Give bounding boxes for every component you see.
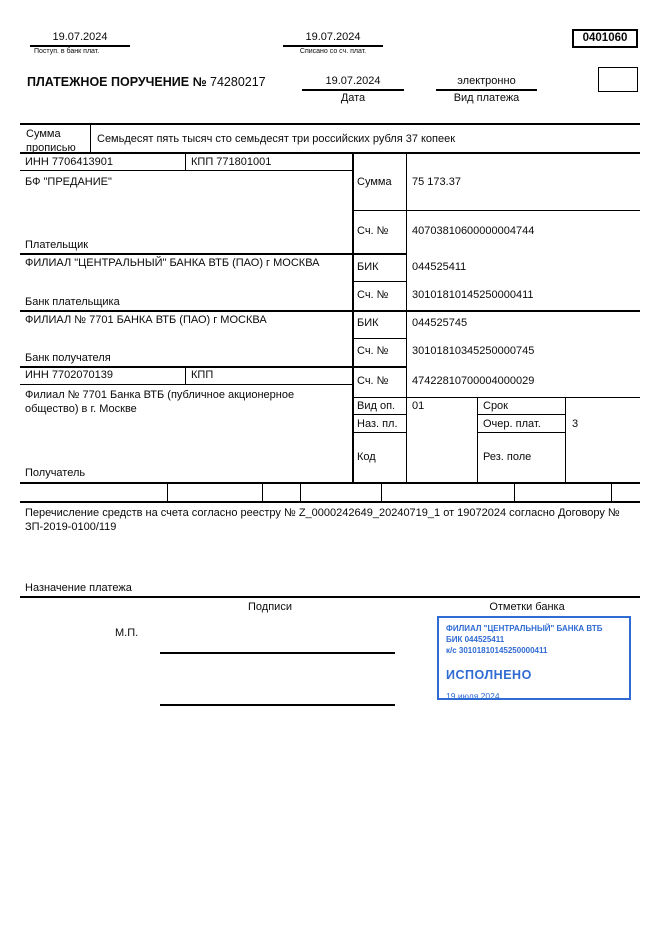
purpose-code-label: Наз. пл.: [357, 418, 398, 430]
received-date-label: Поступ. в банк плат.: [34, 48, 100, 55]
table-border: [90, 123, 91, 152]
strip-divider: [514, 483, 515, 501]
payee-account-value: 47422810700004000029: [412, 375, 535, 387]
payment-kind-label: Вид платежа: [453, 92, 520, 104]
page-title: ПЛАТЕЖНОЕ ПОРУЧЕНИЕ №: [27, 75, 207, 89]
purpose-text-line2: ЗП-2019-0100/119: [25, 521, 117, 533]
table-border: [185, 366, 186, 384]
doc-date-label: Дата: [340, 92, 366, 104]
payer-inn: ИНН 7706413901: [25, 156, 114, 168]
op-kind-value: 01: [412, 400, 425, 412]
payee-name: Филиал № 7701 Банка ВТБ (публичное акционерное общество) в г. Москве: [25, 389, 295, 415]
payee-bank-account-label: Сч. №: [357, 345, 389, 357]
stamp-bank-name: ФИЛИАЛ "ЦЕНТРАЛЬНЫЙ" БАНКА ВТБ: [446, 624, 603, 633]
debited-date-label: Списано со сч. плат.: [299, 48, 367, 55]
payer-bank-account-label: Сч. №: [357, 289, 389, 301]
table-border: [20, 384, 352, 385]
purpose-section-label: Назначение платежа: [25, 582, 132, 594]
table-border: [20, 366, 406, 368]
table-border: [352, 432, 406, 433]
payer-bank-section-label: Банк плательщика: [25, 296, 120, 308]
field-underline: [436, 89, 537, 91]
header-empty-box: [598, 67, 638, 92]
signature-line: [160, 704, 395, 706]
stamp-bik: БИК 044525411: [446, 635, 505, 644]
field-underline: [30, 45, 130, 47]
payer-bank-bik-value: 044525411: [412, 261, 467, 273]
stamp-date: 19 июля 2024: [446, 691, 500, 701]
table-border: [20, 482, 640, 484]
received-date-value: 19.07.2024: [52, 31, 108, 43]
payee-bank-account-value: 30101810345250000745: [412, 345, 535, 357]
amount-words-value: Семьдесят пять тысяч сто семьдесят три российских рубля 37 копеек: [97, 133, 456, 145]
table-border: [565, 397, 566, 482]
strip-divider: [381, 483, 382, 501]
payer-bank-bik-label: БИК: [357, 261, 379, 273]
table-border: [20, 123, 640, 125]
purpose-text: [25, 506, 640, 534]
payee-bank-bik-label: БИК: [357, 317, 379, 329]
payee-bank-name: ФИЛИАЛ № 7701 БАНКА ВТБ (ПАО) г МОСКВА: [25, 314, 267, 326]
payer-account-label: Сч. №: [357, 225, 389, 237]
table-border: [20, 596, 640, 598]
table-border: [352, 414, 406, 415]
stamp-corr-account: к/с 30101810145250000411: [446, 646, 548, 655]
code-label: Код: [357, 451, 376, 463]
stamp-place-label: М.П.: [115, 627, 139, 639]
table-border: [20, 310, 640, 312]
payee-bank-section-label: Банк получателя: [25, 352, 111, 364]
payee-inn: ИНН 7702070139: [25, 369, 114, 381]
table-border: [477, 432, 565, 433]
table-border: [20, 170, 352, 171]
table-border: [20, 152, 640, 154]
bank-marks-header: Отметки банка: [489, 601, 565, 613]
payer-kpp: КПП 771801001: [191, 156, 272, 168]
doc-date-value: 19.07.2024: [325, 75, 381, 87]
table-border: [352, 281, 406, 282]
field-underline: [283, 45, 383, 47]
table-border: [20, 253, 406, 255]
table-border: [352, 152, 354, 482]
payer-bank-name: ФИЛИАЛ "ЦЕНТРАЛЬНЫЙ" БАНКА ВТБ (ПАО) г МОСКВА: [25, 257, 320, 269]
payer-account-value: 40703810600000004744: [412, 225, 535, 237]
table-border: [352, 338, 406, 339]
amount-words-label: Сумма прописью: [26, 128, 76, 154]
reserve-field-label: Рез. поле: [483, 451, 532, 463]
payer-name: БФ "ПРЕДАНИЕ": [25, 176, 112, 188]
table-border: [477, 397, 478, 482]
debited-date-value: 19.07.2024: [305, 31, 361, 43]
table-border: [352, 397, 640, 398]
priority-label: Очер. плат.: [483, 418, 541, 430]
strip-divider: [262, 483, 263, 501]
payee-kpp: КПП: [191, 369, 214, 381]
table-border: [185, 152, 186, 170]
field-underline: [302, 89, 404, 91]
payer-section-label: Плательщик: [25, 239, 89, 251]
payee-bank-bik-value: 044525745: [412, 317, 468, 329]
op-kind-label: Вид оп.: [357, 400, 396, 412]
strip-divider: [611, 483, 612, 501]
payee-section-label: Получатель: [25, 467, 86, 479]
payee-account-label: Сч. №: [357, 375, 389, 387]
payer-bank-account-value: 30101810145250000411: [412, 289, 534, 301]
table-border: [477, 414, 565, 415]
table-border: [20, 501, 640, 503]
signature-line: [160, 652, 395, 654]
term-label: Срок: [483, 400, 508, 412]
signatures-header: Подписи: [248, 601, 292, 613]
table-border: [406, 152, 407, 482]
payment-kind-value: электронно: [457, 75, 516, 87]
purpose-text-line1: Перечисление средств на счета согласно реестру № Z_0000242649_20240719_1 от 19072024 согласно Договору №: [25, 507, 620, 519]
priority-value: 3: [572, 418, 579, 430]
doc-number: 74280217: [210, 75, 266, 89]
stamp-status: ИСПОЛНЕНО: [446, 668, 532, 682]
amount-label: Сумма: [357, 176, 392, 188]
strip-divider: [300, 483, 301, 501]
form-code: 0401060: [572, 29, 638, 48]
bank-stamp: [437, 616, 631, 700]
strip-divider: [167, 483, 168, 501]
amount-value: 75 173.37: [412, 176, 461, 188]
table-border: [352, 210, 640, 211]
